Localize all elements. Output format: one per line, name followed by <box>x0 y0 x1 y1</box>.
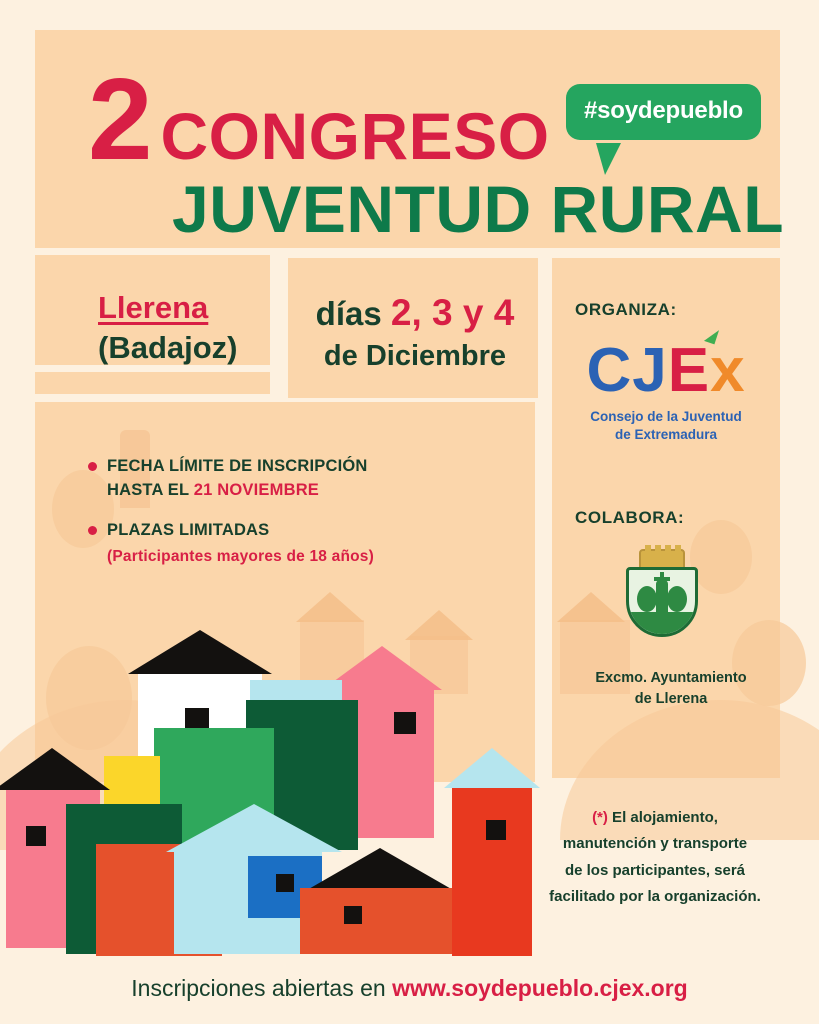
house-blue-window <box>276 874 294 892</box>
cjex-sub-line2: de Extremadura <box>614 427 718 443</box>
location-block <box>98 290 238 366</box>
house-pink-left-roof <box>0 748 110 790</box>
bullet-2-sub: (Participantes mayores de 18 años) <box>107 547 374 565</box>
footnote-line4: facilitado por la organización. <box>549 887 761 905</box>
title-word-congreso: CONGRESO <box>160 99 550 173</box>
footer-url[interactable]: www.soydepueblo.cjex.org <box>392 975 688 1001</box>
colabora-label: COLABORA: <box>575 508 685 527</box>
crest-shield <box>626 567 698 637</box>
title-number: 2 <box>88 54 149 184</box>
crest-leaf-right <box>667 586 687 612</box>
house-red-window <box>486 820 506 840</box>
location-city: Llerena <box>98 290 209 325</box>
bullet-1-second-prefix: HASTA EL <box>107 480 194 499</box>
dates-block <box>310 292 520 373</box>
bullet-1-main: FECHA LÍMITE DE INSCRIPCIÓN <box>107 457 368 475</box>
list-item <box>88 455 518 503</box>
house-red-roof <box>444 748 540 788</box>
footnote <box>520 805 790 910</box>
hashtag-bubble-tail <box>596 143 621 175</box>
colabora-caption-line2: de Llerena <box>634 691 708 708</box>
footnote-line3: de los participantes, será <box>564 861 746 879</box>
bullet-2-main: PLAZAS LIMITADAS <box>107 520 270 539</box>
bullet-dot-icon <box>88 526 97 535</box>
bullet-1-deadline: 21 NOVIEMBRE <box>193 480 320 499</box>
llerena-crest-icon <box>620 545 704 653</box>
hashtag-badge: #soydepueblo <box>566 84 761 140</box>
dates-prefix: días <box>315 295 391 332</box>
footnote-star: (*) <box>592 809 608 826</box>
cjex-logo-text: CJEx <box>586 336 746 405</box>
organiza-label: ORGANIZA: <box>575 300 677 319</box>
village-illustration <box>0 588 560 968</box>
colabora-caption-line1: Excmo. Ayuntamiento <box>595 670 747 686</box>
colabora-caption <box>556 668 786 710</box>
footer-registration <box>0 975 819 1002</box>
title-word-juventud-rural: JUVENTUD RURAL <box>172 172 785 247</box>
house-lightblue-roof <box>166 804 342 852</box>
dates-days: 2, 3 y 4 <box>390 292 515 333</box>
house-white-roof <box>128 630 272 674</box>
house-orange-right-window <box>344 906 362 924</box>
bg-roof-3 <box>557 592 625 622</box>
crest-leaf-left <box>637 586 657 612</box>
list-item <box>88 519 518 568</box>
bullet-dot-icon <box>88 462 97 471</box>
location-province: (Badajoz) <box>98 330 238 365</box>
crest-crown <box>639 549 685 569</box>
house-pink-left-window <box>26 826 46 846</box>
crest-cross <box>660 572 664 590</box>
footer-prefix: Inscripciones abiertas en <box>131 975 393 1001</box>
house-orange-right-body <box>300 888 460 954</box>
dates-month: de Diciembre <box>323 340 507 372</box>
bg-panel-location-strip <box>35 372 270 394</box>
cjex-sub-line1: Consejo de la Juventud <box>590 409 742 424</box>
details-list <box>88 455 518 584</box>
footnote-line2: manutención y transporte <box>562 835 748 853</box>
house-pink-window <box>394 712 416 734</box>
footnote-line1: El alojamiento, <box>607 809 718 826</box>
cjex-logo <box>566 336 766 444</box>
